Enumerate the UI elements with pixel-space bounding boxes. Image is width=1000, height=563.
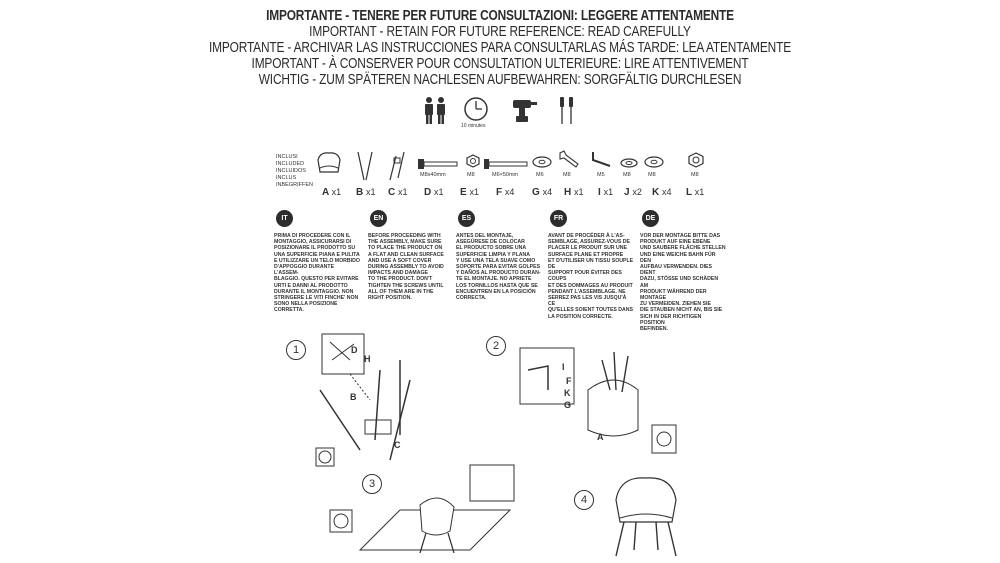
part-g-washer-icon bbox=[532, 155, 552, 173]
part-h-label: H x1 bbox=[564, 187, 584, 198]
parts-list bbox=[270, 150, 730, 200]
part-i-size: M5 bbox=[597, 172, 605, 178]
header-line-fr: IMPORTANT - À CONSERVER POUR CONSULTATION ULTERIEURE: LIRE ATTENTIVEMENT bbox=[251, 56, 749, 72]
lang-text-fr: AVANT DE PROCÉDER À L'AS- SEMBLAGE, ASSUREZ-VOUS DE PLACER LE PRODUIT SUR UNE SURFACE PLANE ET PROPRE ET D'UTILISER UN TISSU SOUPLE DE SUPPORT POUR ÉVITER DES COUPS ET DES DOMMAGES AU PRODUIT PENDANT L'ASSEMBLAGE. NE SERREZ PAS LES VIS JUSQU'À CE QU'ELLES SOIENT TOUTES DANS LA POSITION CORRECTE. bbox=[548, 233, 634, 320]
part-l-label: L x1 bbox=[686, 187, 705, 198]
step-1-label-d: D bbox=[351, 345, 358, 355]
part-k-washer-icon bbox=[644, 155, 664, 173]
step-3-number: 3 bbox=[362, 474, 382, 494]
drill-icon bbox=[511, 96, 539, 129]
part-d-label: D x1 bbox=[424, 187, 444, 198]
lang-badge-en: EN bbox=[370, 210, 387, 227]
part-j-label: J x2 bbox=[624, 187, 642, 198]
screwdrivers-icon bbox=[557, 96, 577, 131]
lang-text-en: BEFORE PROCEEDING WITH THE ASSEMBLY, MAKE SURE TO PLACE THE PRODUCT ON A FLAT AND CLEAN SURFACE AND USE A SOFT COVER DURING ASSEMBLY TO AVOID IMPACTS AND DAMAGE TO THE PRODUCT. DON'T TIGHTEN THE SCREWS UNTIL ALL OF THEM ARE IN THE RIGHT POSITION. bbox=[368, 233, 444, 302]
part-g-label: G x4 bbox=[532, 187, 553, 198]
part-i-label: I x1 bbox=[598, 187, 614, 198]
step-2-drawing bbox=[518, 330, 698, 470]
part-f-size: M6×50mm bbox=[492, 172, 519, 178]
step-1-number: 1 bbox=[286, 340, 306, 360]
part-b-legs-icon bbox=[354, 150, 376, 187]
assembly-steps bbox=[270, 330, 730, 563]
step-2-label-a: A bbox=[597, 432, 604, 442]
lang-badge-es: ES bbox=[458, 210, 475, 227]
lang-badge-fr: FR bbox=[550, 210, 567, 227]
step-1-label-c: C bbox=[394, 440, 401, 450]
step-1-label-h: H bbox=[364, 354, 371, 364]
part-e-size: M8 bbox=[467, 172, 475, 178]
lang-badge-de: DE bbox=[642, 210, 659, 227]
part-c-legs-icon bbox=[384, 150, 410, 187]
lang-block-en bbox=[368, 210, 454, 301]
part-c-label: C x1 bbox=[388, 187, 408, 198]
part-l-size: M8 bbox=[691, 172, 699, 178]
lang-text-it: PRIMA DI PROCEDERE CON IL MONTAGGIO, ASSICURARSI DI POSIZIONARE IL PRODOTTO SU UNA SUPERFICIE PIANA E PULITA E UTILIZZARE UN TELO MORBIDO D'APPOGGIO DURANTE L'ASSEM- BLAGGIO. QUESTO PER EVITARE URTI E DANNI AL PRODOTTO DURANTE IL MONTAGGIO. NON STRINGERE LE VITI FINCHE' NON SONO NELLA POSIZIONE CORRETTA. bbox=[274, 233, 360, 314]
header bbox=[0, 8, 1000, 88]
requirements-row bbox=[415, 96, 585, 136]
header-line-es: IMPORTANTE - ARCHIVAR LAS INSTRUCCIONES PARA CONSULTARLAS MÁS TARDE: LEA ATENTAMENTE bbox=[209, 40, 791, 56]
lang-block-it bbox=[274, 210, 360, 314]
lang-block-de bbox=[640, 210, 726, 332]
lang-text-es: ANTES DEL MONTAJE, ASEGÚRESE DE COLOCAR EL PRODUCTO SOBRE UNA SUPERFICIE LIMPIA Y PLANA Y USE UNA TELA SUAVE COMO SOPORTE PARA EVITAR GOLPES Y DAÑOS AL PRODUCTO DURAN- TE EL MONTAJE. NO APRIETE LOS TORNILLOS HASTA QUE SE ENCUENTREN EN LA POSICIÓN CORRECTA. bbox=[456, 233, 541, 302]
included-label: INCLUSI INCLUDED INCLUIDOS INCLUS INBEGRIFFEN bbox=[276, 154, 313, 188]
part-e-nut-icon bbox=[466, 154, 480, 173]
language-instructions bbox=[270, 210, 730, 333]
part-e-label: E x1 bbox=[460, 187, 479, 198]
header-line-it: IMPORTANTE - TENERE PER FUTURE CONSULTAZIONI: LEGGERE ATTENTAMENTE bbox=[266, 8, 734, 24]
step-2-label-f: F bbox=[566, 376, 572, 386]
time-note: 10 minutes bbox=[461, 123, 486, 129]
part-g-size: M6 bbox=[536, 172, 544, 178]
part-f-label: F x4 bbox=[496, 187, 515, 198]
part-j-washer-icon bbox=[620, 155, 638, 173]
part-l-nut-icon bbox=[688, 152, 704, 173]
part-k-size: M8 bbox=[648, 172, 656, 178]
part-k-label: K x4 bbox=[652, 187, 672, 198]
step-4-number: 4 bbox=[574, 490, 594, 510]
step-4-chair-drawing bbox=[606, 470, 686, 560]
step-1-drawing bbox=[310, 330, 430, 470]
lang-badge-it: IT bbox=[276, 210, 293, 227]
header-line-de: WICHTIG - ZUM SPÄTEREN NACHLESEN AUFBEWAHREN: SORGFÄLTIG DURCHLESEN bbox=[258, 72, 742, 88]
step-3-drawing bbox=[320, 455, 520, 563]
part-h-wrench-icon bbox=[558, 150, 580, 173]
lang-text-de: VOR DER MONTAGE BITTE DAS PRODUKT AUF EINE EBENE UND SAUBERE FLÄCHE STELLEN UND EINE WEICHE BAHN FÜR DEN AUFBAU VERWENDEN. DIES DIENT DAZU, STÖSSE UND SCHÄDEN AM PRODUKT WÄHREND DER MONTAGE ZU VERMEIDEN. ZIEHEN SIE DIE STAUBEN NICHT AN, BIS SIE SICH IN DER RICHTIGEN POSITION BEFINDEN. bbox=[640, 233, 726, 333]
part-a-label: A x1 bbox=[322, 187, 342, 198]
part-j-size: M8 bbox=[623, 172, 631, 178]
part-d-size: M8x40mm bbox=[420, 172, 446, 178]
part-h-size: M8 bbox=[563, 172, 571, 178]
step-2-number: 2 bbox=[486, 336, 506, 356]
part-i-allen-key-icon bbox=[590, 150, 612, 173]
two-persons-icon bbox=[423, 96, 447, 131]
part-a-seat-icon bbox=[314, 150, 344, 185]
step-2-label-i: I bbox=[562, 362, 565, 372]
header-line-en: IMPORTANT - RETAIN FOR FUTURE REFERENCE: READ CAREFULLY bbox=[309, 24, 691, 40]
part-b-label: B x1 bbox=[356, 187, 376, 198]
step-1-label-b: B bbox=[350, 392, 357, 402]
step-2-label-k: K bbox=[564, 388, 571, 398]
step-2-label-g: G bbox=[564, 400, 572, 410]
lang-block-es bbox=[456, 210, 542, 301]
lang-block-fr bbox=[548, 210, 634, 320]
